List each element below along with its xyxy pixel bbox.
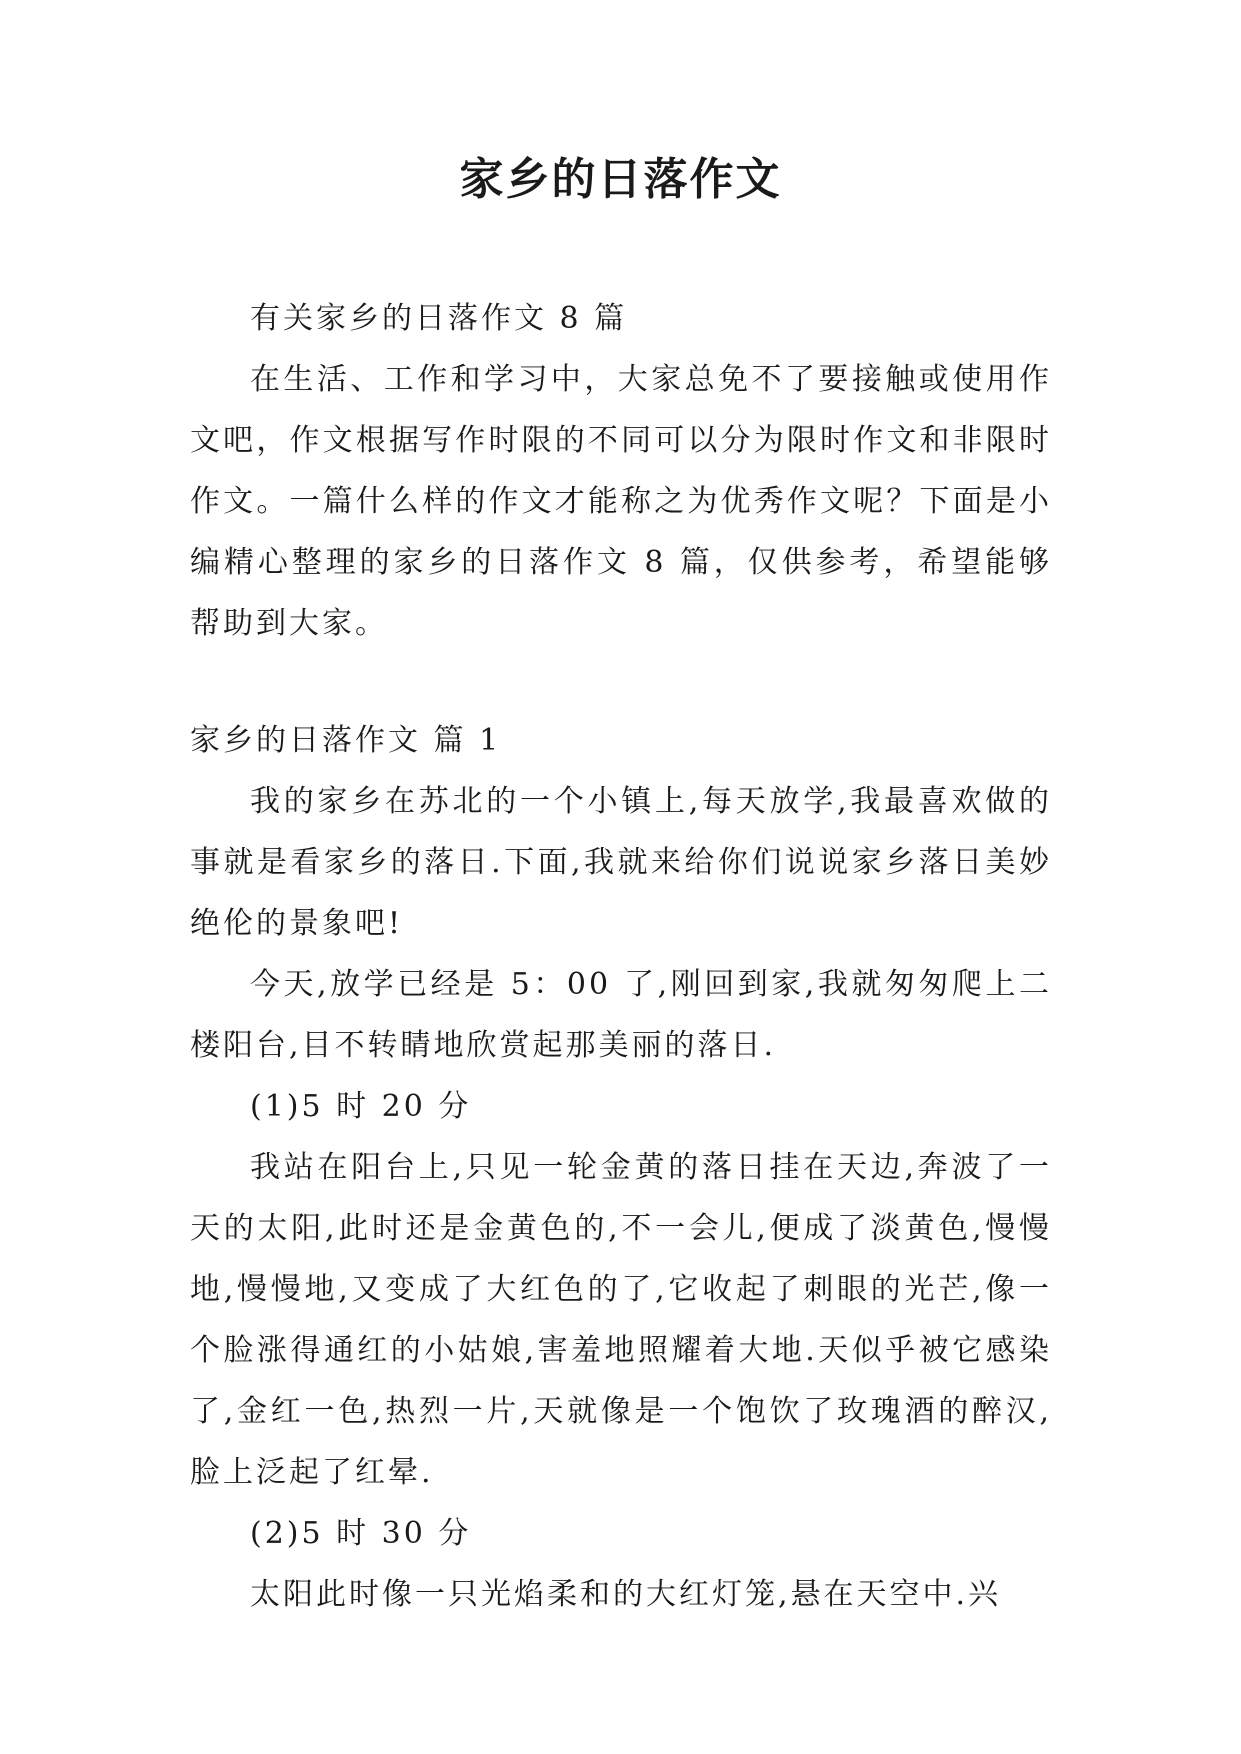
time-marker-2: (2)5 时 30 分 [250, 1516, 472, 1551]
intro-paragraph: 在生活、工作和学习中，大家总免不了要接触或使用作文吧，作文根据写作时限的不同可以分为限时作文和非限时作文。一篇什么样的作文才能称之为优秀作文呢？下面是小编精心整理的家乡的日落作文 8 篇，仅供参考，希望能够帮助到大家。 [190, 362, 1052, 641]
section-heading: 家乡的日落作文 篇 1 [190, 723, 502, 758]
document-body [190, 288, 1052, 1625]
document-title: 家乡的日落作文 [459, 154, 782, 205]
section-gap [190, 654, 1052, 710]
time-marker-1: (1)5 时 20 分 [250, 1089, 472, 1124]
body-paragraph-1: 我的家乡在苏北的一个小镇上,每天放学,我最喜欢做的事就是看家乡的落日.下面,我就来给你们说说家乡落日美妙绝伦的景象吧! [190, 784, 1052, 941]
body-paragraph-4: 太阳此时像一只光焰柔和的大红灯笼,悬在天空中.兴 [250, 1577, 1002, 1612]
intro-line: 有关家乡的日落作文 8 篇 [250, 301, 628, 336]
body-paragraph-2: 今天,放学已经是 5：00 了,刚回到家,我就匆匆爬上二楼阳台,目不转睛地欣赏起那美丽的落日. [190, 967, 1052, 1063]
body-paragraph-3: 我站在阳台上,只见一轮金黄的落日挂在天边,奔波了一天的太阳,此时还是金黄色的,不一会儿,便成了淡黄色,慢慢地,慢慢地,又变成了大红色的了,它收起了刺眼的光芒,像一个脸涨得通红的小姑娘,害羞地照耀着大地.天似乎被它感染了,金红一色,热烈一片,天就像是一个饱饮了玫瑰酒的醉汉,脸上泛起了红晕. [190, 1150, 1052, 1490]
